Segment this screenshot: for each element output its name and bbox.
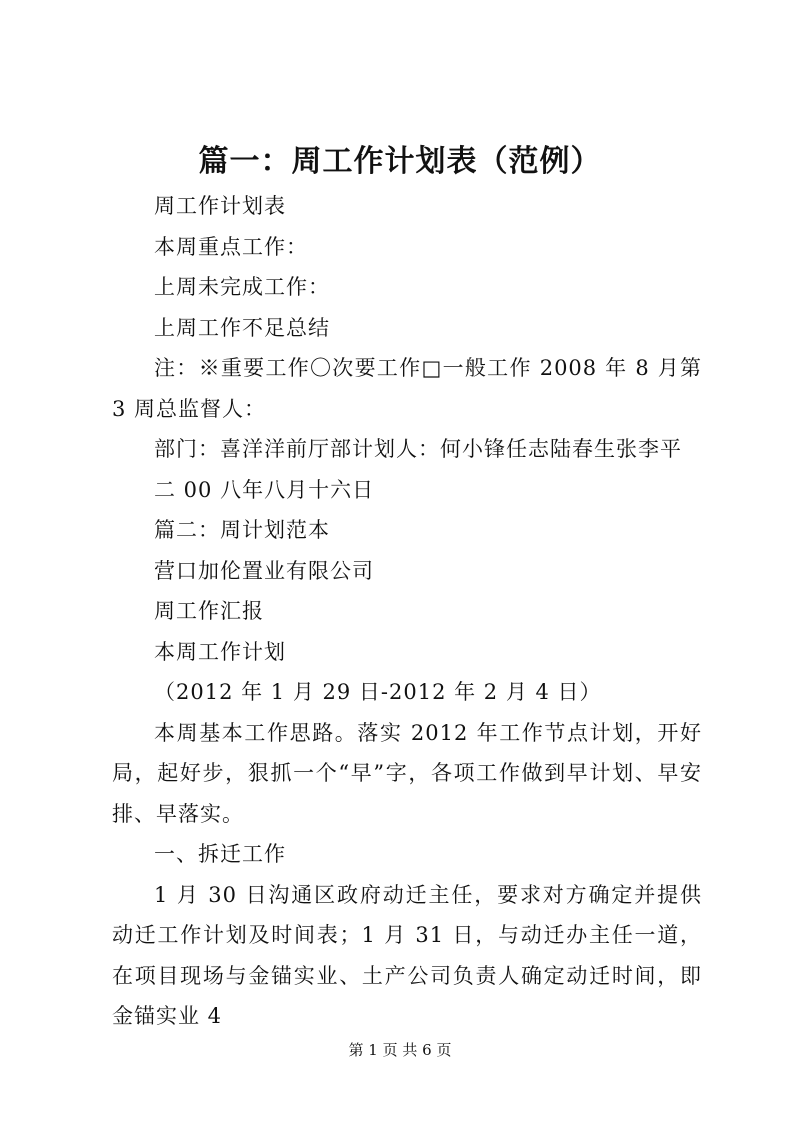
document-body <box>112 186 702 1037</box>
paragraph: 营口加伦置业有限公司 <box>154 558 374 583</box>
page-number-footer: 第 1 页 共 6 页 <box>348 1041 452 1059</box>
document-title: 篇一：周工作计划表（范例） <box>198 144 602 179</box>
paragraph: （2012 年 1 月 29 日-2012 年 2 月 4 日） <box>154 680 602 704</box>
paragraph: 上周未完成工作： <box>154 275 330 299</box>
paragraph: 本周基本工作思路。落实 2012 年工作节点计划，开好局，起好步，狠抓一个“早”字，各项工作做到早计划、早安排、早落实。 <box>112 720 702 826</box>
paragraph: 1 月 30 日沟通区政府动迁主任，要求对方确定并提供动迁工作计划及时间表；1 月 31 日，与动迁办主任一道，在项目现场与金锚实业、土产公司负责人确定动迁时间，即金锚实业 4 <box>112 882 702 1028</box>
paragraph: 篇二：周计划范本 <box>154 518 330 542</box>
paragraph: 一、拆迁工作 <box>154 842 286 866</box>
paragraph: 本周重点工作： <box>154 234 308 259</box>
paragraph: 本周工作计划 <box>154 639 286 664</box>
paragraph: 部门：喜洋洋前厅部计划人：何小锋任志陆春生张李平 <box>154 437 682 461</box>
paragraph: 二 00 八年八月十六日 <box>154 477 375 502</box>
paragraph: 注：※重要工作〇次要工作□一般工作 2008 年 8 月第 3 周总监督人： <box>112 356 702 421</box>
paragraph: 周工作计划表 <box>154 194 286 218</box>
paragraph: 周工作汇报 <box>154 599 264 623</box>
paragraph: 上周工作不足总结 <box>154 315 330 340</box>
